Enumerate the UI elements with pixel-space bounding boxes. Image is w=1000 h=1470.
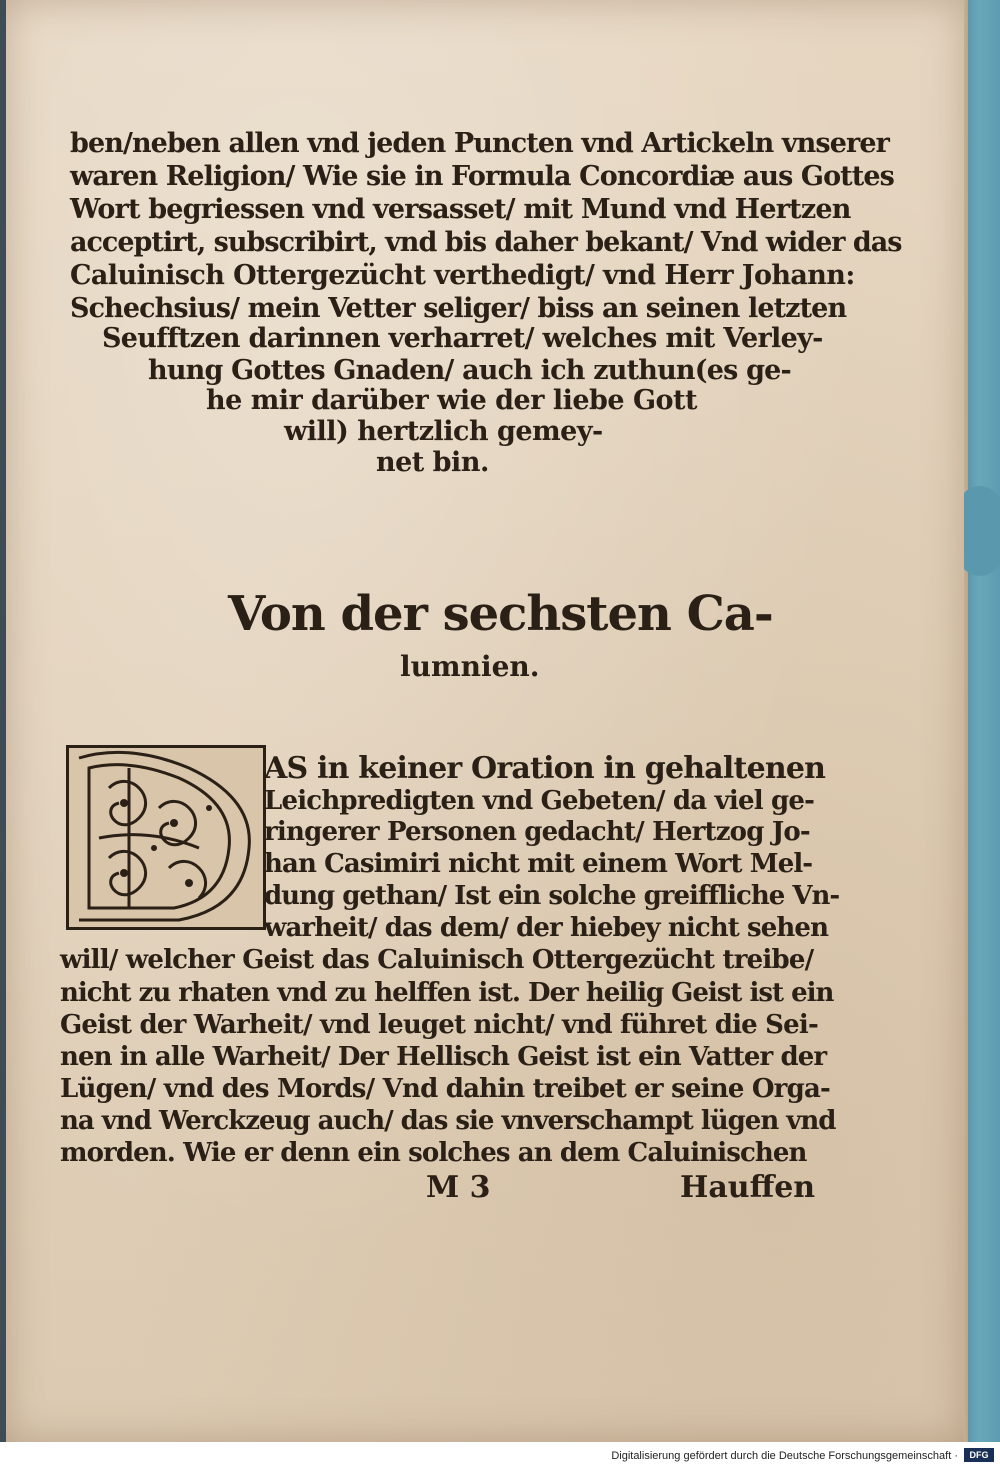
- text-line: hung Gottes Gnaden/ auch ich zuthun(es ge-: [148, 355, 791, 386]
- text-line: dung gethan/ Ist ein solche greiffliche Vn-: [264, 881, 840, 911]
- text-line: morden. Wie er denn ein solches an dem Caluinischen: [60, 1138, 807, 1168]
- footer-bar: [0, 1442, 1000, 1470]
- dfg-logo: DFG: [964, 1448, 994, 1462]
- text-line: ben/neben allen vnd jeden Puncten vnd Artickeln vnserer: [70, 128, 889, 159]
- text-line: acceptirt, subscribirt, vnd bis daher bekant/ Vnd wider das: [70, 227, 902, 258]
- text-line: Seufftzen darinnen verharret/ welches mit Verley-: [102, 323, 823, 354]
- text-line: will/ welcher Geist das Caluinisch Ottergezücht treibe/: [60, 945, 814, 975]
- catchword: Hauffen: [680, 1170, 816, 1205]
- section-heading-line: Von der sechsten Ca-: [228, 586, 773, 642]
- text-line: he mir darüber wie der liebe Gott: [206, 385, 697, 416]
- text-line: na vnd Werckzeug auch/ das sie vnverschampt lügen vnd: [60, 1106, 836, 1136]
- text-line: nen in alle Warheit/ Der Hellisch Geist ist ein Vatter der: [60, 1042, 827, 1072]
- section-heading-line: lumnien.: [400, 650, 540, 683]
- body-first-line: AS in keiner Oration in gehaltenen: [264, 751, 826, 786]
- text-line: warheit/ das dem/ der hiebey nicht sehen: [264, 913, 829, 943]
- signature-mark: M 3: [426, 1170, 491, 1205]
- text-line: Lügen/ vnd des Mords/ Vnd dahin treibet er seine Orga-: [60, 1074, 830, 1104]
- text-line: Wort begriessen vnd versasset/ mit Mund vnd Hertzen: [70, 194, 851, 225]
- text-line: ringerer Personen gedacht/ Hertzog Jo-: [264, 817, 810, 847]
- text-line: Leichpredigten vnd Gebeten/ da viel ge-: [264, 786, 815, 816]
- text-line: nicht zu rhaten vnd zu helffen ist. Der heilig Geist ist ein: [60, 978, 834, 1008]
- text-line: waren Religion/ Wie sie in Formula Concordiæ aus Gottes: [70, 161, 894, 192]
- ornamental-initial-d: [66, 745, 266, 930]
- text-line: Geist der Warheit/ vnd leuget nicht/ vnd führet die Sei-: [60, 1010, 818, 1040]
- text-line: han Casimiri nicht mit einem Wort Mel-: [264, 849, 813, 879]
- ornament-illustration: [69, 748, 263, 927]
- text-line: net bin.: [376, 447, 489, 478]
- text-line: will) hertzlich gemey-: [284, 416, 603, 447]
- book-page: [6, 0, 964, 1442]
- funding-credit: Digitalisierung gefördert durch die Deutsche Forschungsgemeinschaft ·: [611, 1450, 958, 1462]
- text-line: Caluinisch Ottergezücht verthedigt/ vnd Herr Johann:: [70, 260, 855, 291]
- text-line: Schechsius/ mein Vetter seliger/ biss an seinen letzten: [70, 293, 847, 324]
